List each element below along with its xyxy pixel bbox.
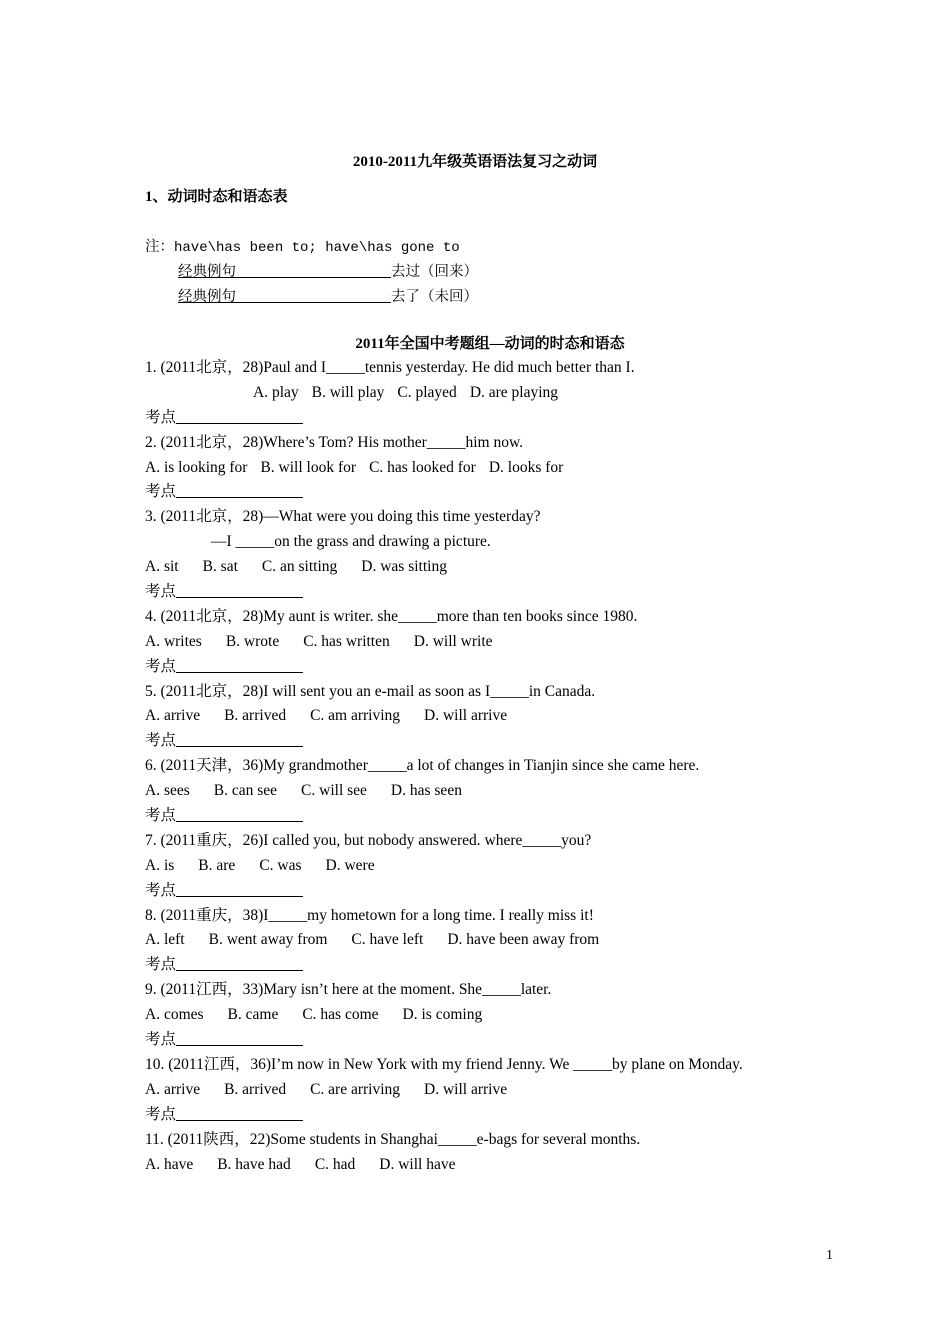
answer-line — [145, 879, 845, 904]
option-a: A. left — [145, 931, 185, 949]
answer-blank[interactable] — [176, 1106, 303, 1121]
answer-line — [145, 1103, 845, 1128]
option-b: B. arrived — [224, 707, 287, 725]
option-a: A. comes — [145, 1006, 204, 1024]
answer-line — [145, 480, 845, 505]
answer-blank[interactable] — [176, 807, 303, 822]
option-d: D. have been away from — [447, 931, 600, 949]
exam-subtitle: 2011年全国中考题组—动词的时态和语态 — [355, 336, 625, 352]
answer-line — [145, 580, 845, 605]
question-stem: 2. (2011北京，28)Where’s Tom? His mother_____him now. — [145, 433, 524, 451]
question-options — [145, 1078, 845, 1103]
option-b: B. will look for — [260, 458, 357, 476]
answer-blank[interactable] — [176, 483, 303, 498]
option-c: C. was — [259, 856, 302, 874]
note-block — [145, 235, 478, 310]
question-options — [145, 854, 845, 879]
example-label: 经典例句 — [178, 264, 236, 280]
page-number: 1 — [826, 1248, 833, 1263]
option-b: B. wrote — [225, 632, 280, 650]
option-d: D. looks for — [488, 458, 564, 476]
answer-line — [145, 804, 845, 829]
answer-blank[interactable] — [176, 882, 303, 897]
question-stem: 5. (2011北京，28)I will sent you an e-mail as soon as I_____in Canada. — [145, 682, 596, 700]
example-blank — [236, 288, 391, 303]
option-b: B. went away from — [208, 931, 328, 949]
option-a: A. arrive — [145, 1080, 201, 1098]
question-stem: 3. (2011北京，28)—What were you doing this time yesterday? — [145, 508, 541, 526]
option-d: D. will write — [413, 632, 493, 650]
answer-line — [145, 1028, 845, 1053]
option-b: B. can see — [213, 782, 278, 800]
question-options — [145, 928, 845, 953]
option-b: B. are — [198, 856, 236, 874]
question-options — [145, 1153, 845, 1178]
example-meaning: 去了（未回） — [391, 289, 478, 305]
note-line — [145, 235, 478, 260]
answer-blank[interactable] — [176, 1031, 303, 1046]
option-b: B. arrived — [224, 1080, 287, 1098]
question-options — [145, 779, 845, 804]
example-meaning: 去过（回来） — [391, 264, 478, 280]
option-d: D. are playing — [469, 383, 559, 401]
answer-label: 考点 — [145, 1031, 177, 1049]
option-c: C. had — [314, 1155, 356, 1173]
question-stem: 10. (2011江西，36)I’m now in New York with my friend Jenny. We _____by plane on Monday. — [145, 1055, 743, 1073]
option-d: D. will arrive — [424, 1080, 508, 1098]
answer-label: 考点 — [145, 956, 177, 974]
question-stem: 7. (2011重庆，26)I called you, but nobody answered. where_____you? — [145, 831, 592, 849]
question-stem: 1. (2011北京，28)Paul and I_____tennis yesterday. He did much better than I. — [145, 359, 635, 376]
option-c: C. has come — [302, 1006, 379, 1024]
option-a: A. is looking for — [145, 458, 248, 476]
option-d: D. was sitting — [361, 558, 447, 576]
option-b: B. will play — [311, 383, 385, 401]
answer-label: 考点 — [145, 408, 177, 426]
option-d: D. will have — [379, 1155, 456, 1173]
section-heading: 1、动词时态和语态表 — [145, 189, 288, 205]
question-stem: 8. (2011重庆，38)I_____my hometown for a long time. I really miss it! — [145, 906, 594, 924]
answer-blank[interactable] — [176, 583, 303, 598]
question-stem: 9. (2011江西，33)Mary isn’t here at the moment. She_____later. — [145, 981, 552, 999]
option-c: C. an sitting — [261, 558, 338, 576]
question-stem: 6. (2011天津，36)My grandmother_____a lot of changes in Tianjin since she came here. — [145, 757, 700, 775]
option-b: B. have had — [217, 1155, 291, 1173]
option-c: C. has written — [303, 632, 390, 650]
option-b: B. sat — [202, 558, 238, 576]
option-d: D. has seen — [390, 782, 462, 800]
example-label: 经典例句 — [178, 289, 236, 305]
example-blank — [236, 263, 391, 278]
option-a: A. writes — [145, 632, 202, 650]
option-a: A. sit — [145, 558, 179, 576]
answer-label: 考点 — [145, 881, 177, 899]
question-options — [145, 456, 845, 481]
option-c: C. will see — [301, 782, 367, 800]
option-a: A. is — [145, 856, 175, 874]
question-stem: 4. (2011北京，28)My aunt is writer. she_____more than ten books since 1980. — [145, 607, 638, 625]
option-a: A. arrive — [145, 707, 201, 725]
answer-label: 考点 — [145, 732, 177, 750]
example-line — [145, 260, 478, 285]
question-options — [145, 381, 845, 406]
option-c: C. has looked for — [369, 458, 476, 476]
option-d: D. is coming — [402, 1006, 483, 1024]
option-c: C. played — [397, 383, 457, 401]
option-d: D. will arrive — [424, 707, 508, 725]
question-options — [145, 555, 845, 580]
answer-label: 考点 — [145, 483, 177, 501]
option-c: C. am arriving — [310, 707, 401, 725]
question-options — [145, 1003, 845, 1028]
option-c: C. are arriving — [310, 1080, 401, 1098]
answer-label: 考点 — [145, 1105, 177, 1123]
question-list — [145, 356, 845, 1177]
answer-blank[interactable] — [176, 732, 303, 747]
answer-line — [145, 655, 845, 680]
question-options — [145, 630, 845, 655]
answer-line — [145, 953, 845, 978]
note-prefix: 注： — [145, 239, 174, 255]
answer-label: 考点 — [145, 583, 177, 601]
note-text: have\has been to; have\has gone to — [174, 240, 460, 256]
option-a: A. play — [253, 383, 299, 401]
option-a: A. sees — [145, 782, 190, 800]
example-line — [145, 285, 478, 310]
question-stem: 11. (2011陕西，22)Some students in Shanghai_____e-bags for several months. — [145, 1130, 641, 1148]
option-a: A. have — [145, 1155, 194, 1173]
page-title: 2010-2011九年级英语语法复习之动词 — [352, 154, 598, 170]
answer-label: 考点 — [145, 657, 177, 675]
answer-label: 考点 — [145, 807, 177, 825]
answer-blank[interactable] — [176, 658, 303, 673]
question-options — [145, 704, 845, 729]
answer-blank[interactable] — [176, 409, 303, 424]
option-c: C. have left — [351, 931, 424, 949]
answer-blank[interactable] — [176, 956, 303, 971]
answer-line — [145, 729, 845, 754]
question-stem-continued: —I _____on the grass and drawing a picture. — [211, 533, 491, 551]
answer-line — [145, 406, 845, 431]
option-d: D. were — [325, 856, 375, 874]
option-b: B. came — [227, 1006, 279, 1024]
